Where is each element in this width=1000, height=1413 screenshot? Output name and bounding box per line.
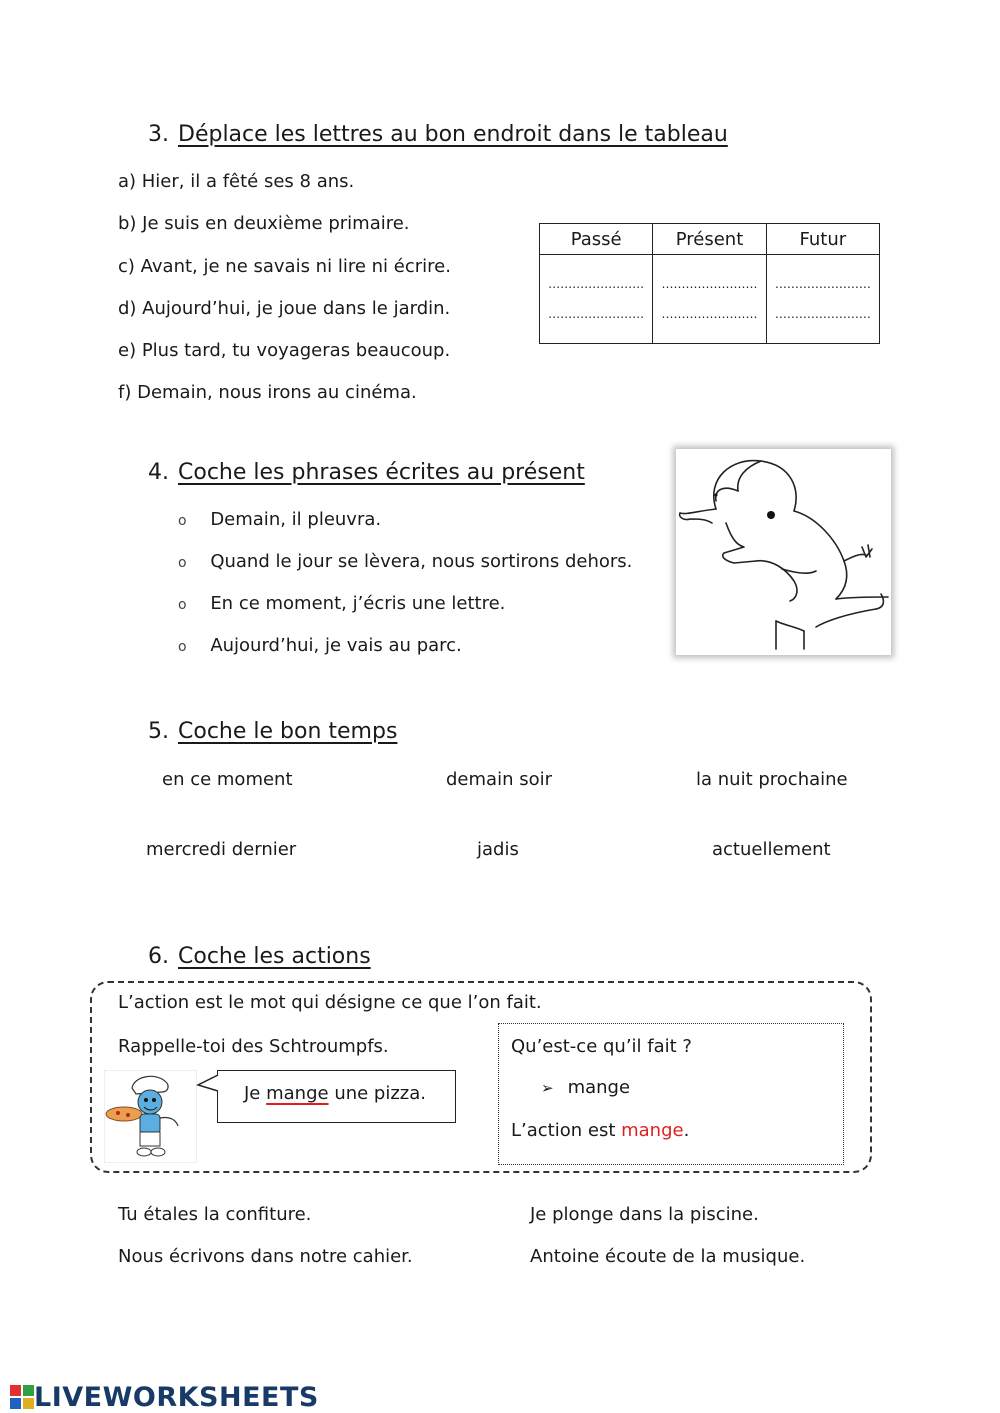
section6-heading: 6. Coche les actions (148, 944, 371, 969)
elephant-icon (676, 449, 891, 655)
liveworksheets-logo: LIVEWORKSHEETS (10, 1382, 319, 1413)
action-definition: L’action est le mot qui désigne ce que l’on fait. (118, 992, 542, 1013)
blank-line: …………………… (548, 307, 645, 321)
blank-line: …………………… (774, 277, 871, 291)
sentence-d: d) Aujourd’hui, je joue dans le jardin. (118, 298, 451, 319)
exercise-sentence[interactable]: Je plonge dans la piscine. (530, 1204, 759, 1225)
checkbox-bullet[interactable]: o (178, 597, 187, 613)
time-word[interactable]: demain soir (446, 769, 552, 790)
option-row[interactable] (178, 509, 381, 530)
checkbox-bullet[interactable]: o (178, 513, 187, 529)
option-text: Aujourd’hui, je vais au parc. (210, 635, 462, 656)
arrow-icon: ➢ (541, 1079, 554, 1097)
time-word[interactable]: jadis (477, 839, 519, 860)
drop-zone-present[interactable] (653, 255, 766, 344)
option-text: En ce moment, j’écris une lettre. (210, 593, 506, 614)
speech-bubble: Je mange une pizza. (217, 1070, 456, 1123)
drop-zone-futur[interactable] (766, 255, 879, 344)
sentence-e: e) Plus tard, tu voyageras beaucoup. (118, 340, 451, 361)
option-row[interactable] (178, 635, 462, 656)
time-word[interactable]: actuellement (712, 839, 831, 860)
header-present: Présent (653, 224, 766, 255)
header-futur: Futur (766, 224, 879, 255)
blank-line: …………………… (548, 277, 645, 291)
highlighted-verb: mange (266, 1083, 329, 1104)
smurf-reminder: Rappelle-toi des Schtroumpfs. (118, 1036, 389, 1057)
tense-table (539, 223, 880, 344)
section4-heading: 4. Coche les phrases écrites au présent (148, 460, 585, 485)
option-text: Demain, il pleuvra. (210, 509, 382, 530)
blank-line: …………………… (661, 307, 758, 321)
sentence-f: f) Demain, nous irons au cinéma. (118, 382, 417, 403)
sentence-b: b) Je suis en deuxième primaire. (118, 213, 410, 234)
exercise-sentence[interactable]: Nous écrivons dans notre cahier. (118, 1246, 413, 1267)
smurf-icon (104, 1070, 197, 1163)
conclusion-text: L’action est mange. (511, 1120, 690, 1141)
bubble-tail (196, 1073, 220, 1093)
smurf-image (104, 1070, 197, 1163)
option-row[interactable] (178, 551, 632, 572)
checkbox-bullet[interactable]: o (178, 639, 187, 655)
drop-zone-passe[interactable] (540, 255, 653, 344)
time-word[interactable]: en ce moment (162, 769, 293, 790)
exercise-sentence[interactable]: Tu étales la confiture. (118, 1204, 312, 1225)
elephant-illustration (676, 449, 891, 655)
checkbox-bullet[interactable]: o (178, 555, 187, 571)
blank-line: …………………… (774, 307, 871, 321)
logo-icon (10, 1385, 34, 1409)
header-passe: Passé (540, 224, 653, 255)
time-word[interactable]: la nuit prochaine (696, 769, 848, 790)
option-row[interactable] (178, 593, 505, 614)
blank-line: …………………… (661, 277, 758, 291)
answer-line: ➢ mange (541, 1077, 631, 1098)
section3-heading: 3. Déplace les lettres au bon endroit dans le tableau (148, 122, 728, 147)
time-word[interactable]: mercredi dernier (146, 839, 297, 860)
exercise-sentence[interactable]: Antoine écoute de la musique. (530, 1246, 806, 1267)
option-text: Quand le jour se lèvera, nous sortirons dehors. (210, 551, 633, 572)
section5-heading: 5. Coche le bon temps (148, 719, 398, 744)
question-text: Qu’est-ce qu’il fait ? (511, 1036, 692, 1057)
sentence-c: c) Avant, je ne savais ni lire ni écrire. (118, 256, 451, 277)
sentence-a: a) Hier, il a fêté ses 8 ans. (118, 171, 355, 192)
